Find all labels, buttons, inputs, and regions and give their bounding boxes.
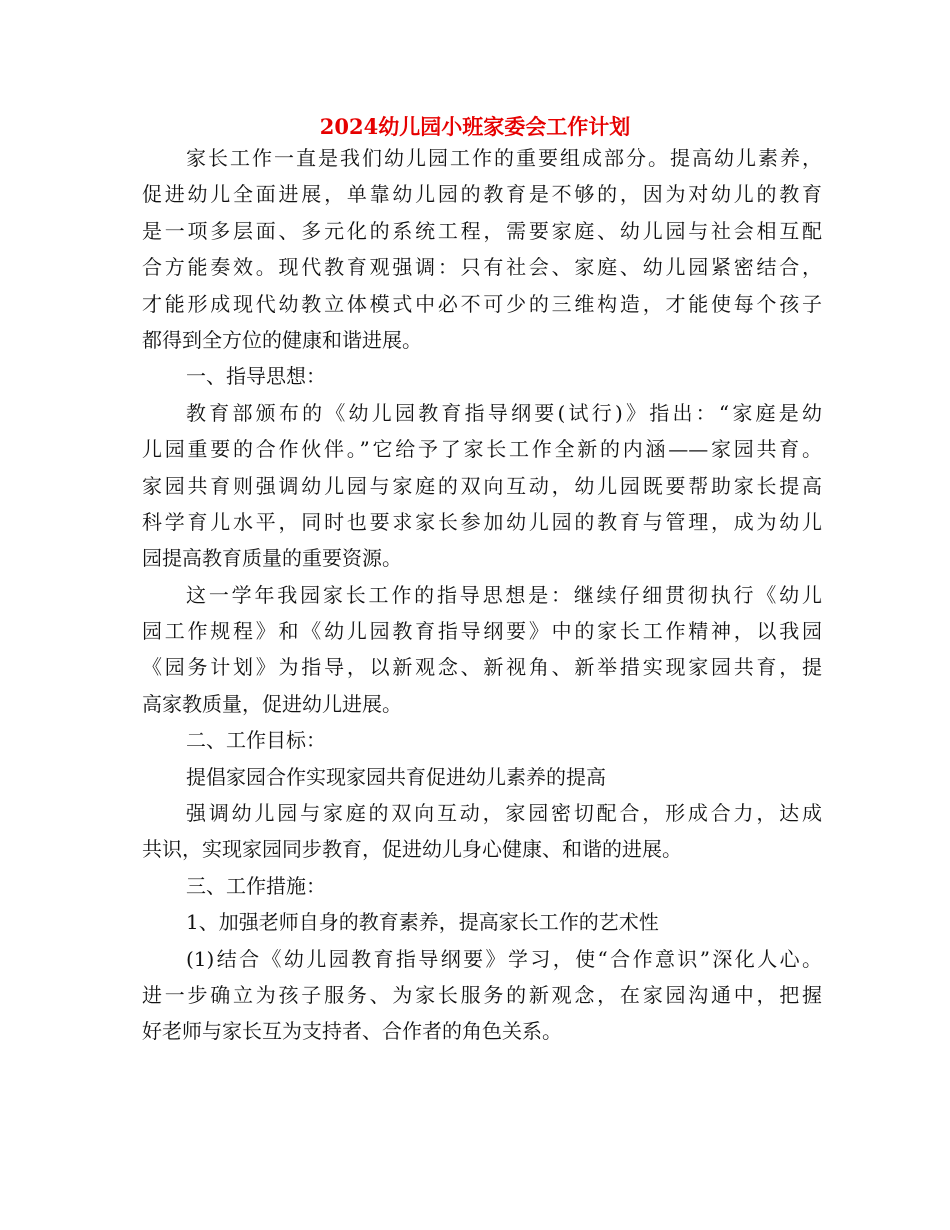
- paragraph-line: 家长工作一直是我们幼儿园工作的重要组成部分。提高幼儿素养，: [186, 146, 822, 170]
- paragraph-line: 合方能奏效。现代教育观强调：只有社会、家庭、幼儿园紧密结合，: [142, 255, 822, 280]
- paragraph-line: 是一项多层面、多元化的系统工程，需要家庭、幼儿园与社会相互配: [142, 218, 822, 243]
- paragraph-line: 1、加强老师自身的教育素养，提高家长工作的艺术性: [186, 910, 659, 935]
- paragraph-line: 进一步确立为孩子服务、为家长服务的新观念，在家园沟通中，把握: [142, 982, 822, 1007]
- document-title: 2024幼儿园小班家委会工作计划: [319, 114, 631, 139]
- document-body: [142, 140, 822, 1050]
- paragraph-line: 科学育儿水平，同时也要求家长参加幼儿园的教育与管理，成为幼儿: [142, 509, 822, 534]
- paragraph-line: 都得到全方位的健康和谐进展。: [142, 327, 422, 352]
- paragraph-line: 强调幼儿园与家庭的双向互动，家园密切配合，形成合力，达成: [186, 801, 822, 826]
- paragraph-line: 儿园重要的合作伙伴。”它给予了家长工作全新的内涵——家园共育。: [142, 437, 822, 462]
- paragraph-line: 才能形成现代幼教立体模式中必不可少的三维构造，才能使每个孩子: [142, 291, 822, 316]
- paragraph-line: 共识，实现家园同步教育，促进幼儿身心健康、和谐的进展。: [142, 837, 682, 862]
- paragraph-line: (1)结合《幼儿园教育指导纲要》学习，使“合作意识”深化人心。: [186, 946, 822, 971]
- paragraph-line: 园工作规程》和《幼儿园教育指导纲要》中的家长工作精神，以我园: [142, 619, 822, 644]
- paragraph-line: 《园务计划》为指导，以新观念、新视角、新举措实现家园共育，提: [142, 655, 822, 680]
- paragraph-line: 一、指导思想：: [186, 364, 326, 389]
- paragraph-line: 三、工作措施：: [186, 873, 326, 898]
- paragraph-line: 这一学年我园家长工作的指导思想是：继续仔细贯彻执行《幼儿: [186, 582, 822, 607]
- paragraph-line: 家园共育则强调幼儿园与家庭的双向互动，幼儿园既要帮助家长提高: [142, 473, 822, 498]
- paragraph-line: 高家教质量，促进幼儿进展。: [142, 691, 402, 716]
- paragraph-line: 提倡家园合作实现家园共育促进幼儿素养的提高: [186, 764, 606, 789]
- paragraph-line: 好老师与家长互为支持者、合作者的角色关系。: [142, 1019, 562, 1044]
- paragraph-line: 园提高教育质量的重要资源。: [142, 546, 402, 571]
- paragraph-line: 二、工作目标：: [186, 728, 326, 753]
- paragraph-line: 教育部颁布的《幼儿园教育指导纲要(试行)》指出：“家庭是幼: [186, 400, 822, 425]
- paragraph-line: 促进幼儿全面进展，单靠幼儿园的教育是不够的，因为对幼儿的教育: [142, 182, 822, 207]
